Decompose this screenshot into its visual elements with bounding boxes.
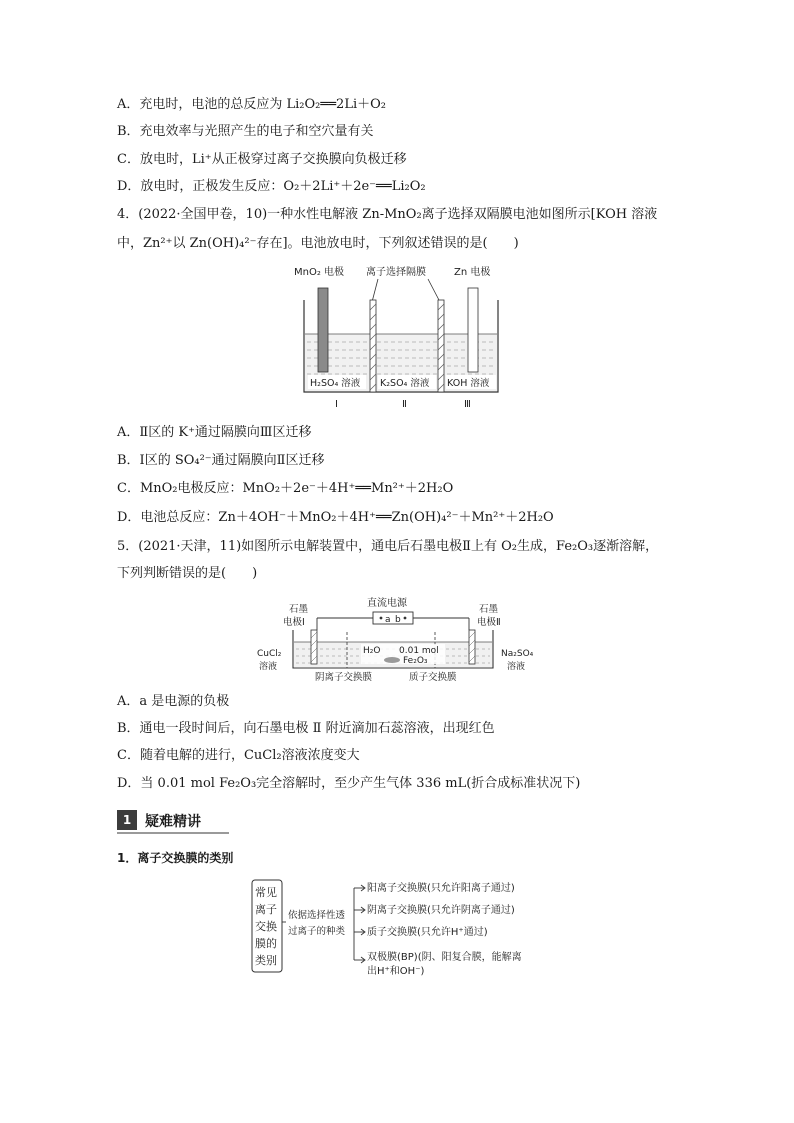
q5-right-sol-1: Na₂SO₄ <box>501 649 534 659</box>
q4-zone-3: Ⅲ <box>464 399 471 410</box>
q5-left-electrode-1: 石墨 <box>289 604 309 615</box>
q4-stem-line1: 4．(2022·全国甲卷，10)一种水性电解液 Zn-MnO₂离子选择双隔膜电池如图所示[KOH 溶液 <box>117 207 658 222</box>
diagram-item-1: 阳离子交换膜(只允许阳离子通过) <box>367 883 515 894</box>
q5-middle-amount: 0.01 mol <box>399 646 439 656</box>
q5-option-c: C．随着电解的进行，CuCl₂溶液浓度变大 <box>117 748 360 763</box>
q4-option-b: B．Ⅰ区的 SO₄²⁻通过隔膜向Ⅱ区迁移 <box>117 453 325 468</box>
q4-sol-1: H₂SO₄ 溶液 <box>310 378 361 389</box>
diagram-item-3: 质子交换膜(只允许H⁺通过) <box>367 927 488 938</box>
q4-stem-line2: 中，Zn²⁺以 Zn(OH)₄²⁻存在]。电池放电时，下列叙述错误的是( ) <box>117 236 519 251</box>
diagram-box-4: 膜的 <box>255 937 277 950</box>
diagram-box-2: 离子 <box>255 903 277 916</box>
section-header <box>117 810 229 832</box>
q4-sol-2: K₂SO₄ 溶液 <box>380 378 430 389</box>
diagram-basis-1: 依据选择性透 <box>288 910 346 921</box>
q4-zone-1: Ⅰ <box>335 399 338 410</box>
q5-stem-line1: 5．(2021·天津，11)如图所示电解装置中，通电后石墨电极Ⅱ上有 O₂生成，Fe₂O₃逐渐溶解， <box>117 539 659 554</box>
diagram-item-4b: 出H⁺和OH⁻) <box>367 966 425 976</box>
q3-option-b: B．充电效率与光照产生的电子和空穴量有关 <box>117 124 374 139</box>
q4-sol-3: KOH 溶液 <box>447 378 490 389</box>
q4-option-c: C．MnO₂电极反应：MnO₂＋2e⁻＋4H⁺══Mn²⁺＋2H₂O <box>117 481 454 496</box>
q5-right-electrode-1: 石墨 <box>479 604 499 615</box>
q3-option-c: C．放电时，Li⁺从正极穿过离子交换膜向负极迁移 <box>117 152 407 167</box>
q5-option-a: A．a 是电源的负极 <box>117 694 230 709</box>
q5-right-electrode-2: 电极Ⅱ <box>477 617 501 628</box>
q5-pole-a: a <box>385 615 391 625</box>
q5-option-b: B．通电一段时间后，向石墨电极 Ⅱ 附近滴加石蕊溶液，出现红色 <box>117 721 495 736</box>
q5-left-sol-1: CuCl₂ <box>257 649 282 659</box>
point1-title: 1．离子交换膜的类别 <box>117 851 234 865</box>
q5-stem-line2: 下列判断错误的是( ) <box>117 566 258 581</box>
diagram-box-5: 类别 <box>255 954 277 967</box>
q5-option-d: D．当 0.01 mol Fe₂O₃完全溶解时，至少产生气体 336 mL(折合成标准状况下) <box>117 776 581 791</box>
q3-option-d: D．放电时，正极发生反应：O₂＋2Li⁺＋2e⁻══Li₂O₂ <box>117 179 426 194</box>
q4-option-a: A．Ⅱ区的 K⁺通过隔膜向Ⅲ区迁移 <box>117 425 312 440</box>
q5-left-sol-2: 溶液 <box>259 662 278 672</box>
q4-option-d: D．电池总反应：Zn＋4OH⁻＋MnO₂＋4H⁺══Zn(OH)₄²⁻＋Mn²⁺＋2H₂O <box>117 510 554 525</box>
diagram-item-2: 阴离子交换膜(只允许阴离子通过) <box>367 905 515 916</box>
section-rule <box>117 832 229 834</box>
q5-pole-b: b <box>395 615 401 625</box>
q5-right-sol-2: 溶液 <box>507 662 526 672</box>
q5-membrane-1: 阴离子交换膜 <box>315 672 373 683</box>
q5-middle-h2o: H₂O <box>363 646 381 656</box>
q5-left-electrode-2: 电极Ⅰ <box>283 617 305 628</box>
q5-membrane-2: 质子交换膜 <box>409 672 457 683</box>
section-badge: 1 <box>117 810 137 830</box>
q5-middle-fe2o3: Fe₂O₃ <box>403 656 428 666</box>
membrane-types-diagram <box>250 876 550 976</box>
q4-battery-figure <box>290 262 510 412</box>
q4-label-zn: Zn 电极 <box>454 267 491 278</box>
q5-electrolysis-figure <box>255 594 545 684</box>
diagram-box-1: 常见 <box>255 886 277 899</box>
q5-power-label: 直流电源 <box>367 598 407 609</box>
diagram-item-4a: 双极膜(BP)(阴、阳复合膜，能解离 <box>367 952 522 963</box>
section-title: 疑难精讲 <box>145 814 201 830</box>
q4-zone-2: Ⅱ <box>402 399 407 410</box>
q3-option-a: A．充电时，电池的总反应为 Li₂O₂══2Li＋O₂ <box>117 97 386 112</box>
q4-label-mno2: MnO₂ 电极 <box>294 267 345 278</box>
diagram-basis-2: 过离子的种类 <box>288 926 346 937</box>
diagram-box-3: 交换 <box>255 920 277 933</box>
q4-label-membrane: 离子选择隔膜 <box>366 267 426 278</box>
